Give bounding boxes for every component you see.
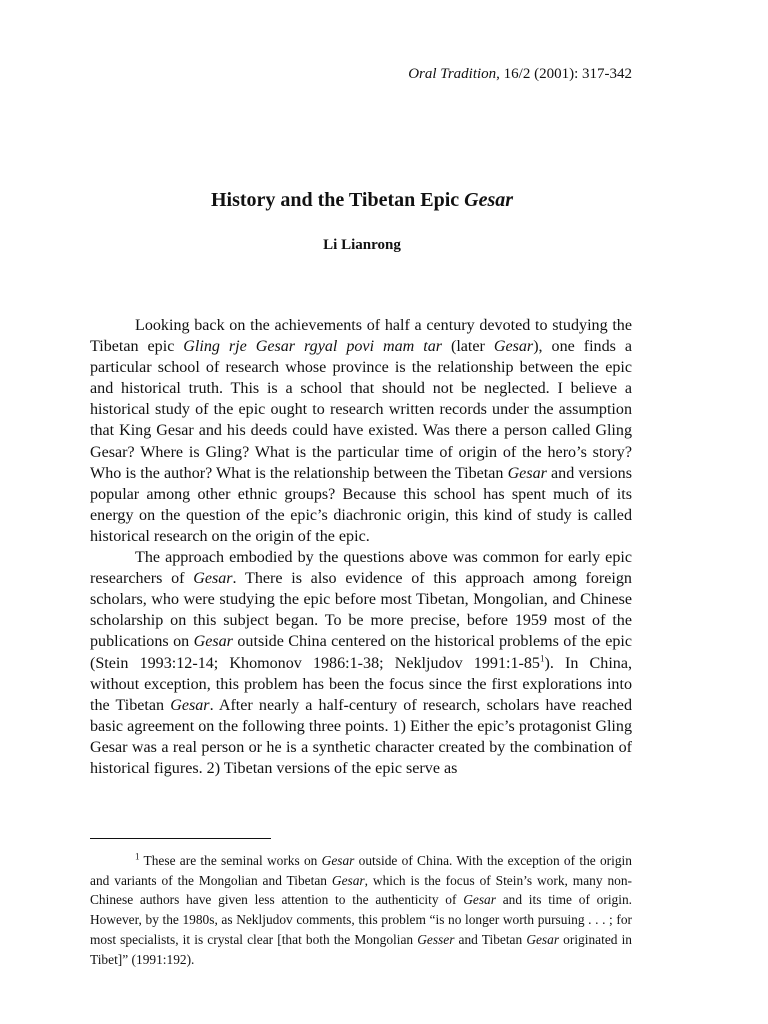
article-title-italic: Gesar [464,189,514,211]
italic-text: Gesar [193,570,233,588]
paragraph [90,547,632,779]
text-segment: . There is also evidence of this approach among foreign scholars, who were studying the epic before most Tibetan, Mongolian, and Chinese scholarship on this subject began. To be more precise, before 1959 most of the publications on [90,570,632,651]
italic-text: Gesser [417,931,455,947]
italic-text: Gesar [507,464,547,482]
italic-text: Gling rje Gesar rgyal povi mam tar [183,338,443,356]
paragraph [90,315,632,547]
footnote-marker: 1 [539,653,545,664]
text-segment: originated in Tibet]” (1991:192). [90,931,632,967]
italic-text: Gesar [170,696,210,714]
text-segment: , which is the focus of Stein’s work, many non-Chinese authors have given less attention to the authenticity of [90,872,632,908]
text-segment: and versions popular among other ethnic groups? Because this school has spent much of its energy on the question of the epic’s diachronic origin, this kind of study is called historical research on the origin of the epic. [90,464,632,545]
body-text [90,315,632,779]
text-segment: ), one finds a particular school of research whose province is the relationship between the epic and historical truth. This is a school that should not be neglected. I believe a historical study of the epic ought to research written records under the assumption that King Gesar and his deeds could have existed. Was there a person called Gling Gesar? Where is Gling? What is the particular time of origin of the hero’s story? Who is the author? What is the relationship between the Tibetan [90,338,632,482]
article-author: Li Lianrong [323,237,401,253]
footnote-marker: 1 [135,851,140,862]
text-segment: These are the seminal works on [139,853,322,868]
text-segment: . After nearly a half-century of research, scholars have reached basic agreement on the following three points. 1) Either the epic’s protagonist Gling Gesar was a real person or he is a synthetic character created by the combination of historical figures. 2) Tibetan versions of the epic serve as [90,696,632,777]
article-title-main: History and the Tibetan Epic [210,189,465,211]
footnote [90,851,632,969]
text-segment: The approach embodied by the questions above was common for early epic researchers of [90,549,632,588]
journal-name: Oral Tradition [408,66,497,82]
italic-text: Gesar [526,931,560,947]
footnote-divider [90,838,271,839]
italic-text: Gesar [463,892,496,908]
italic-text: Gesar [331,872,365,888]
journal-citation [408,64,632,84]
italic-text: Gesar [193,633,233,651]
text-segment: ). In China, without exception, this problem has been the focus since the first explorations into the Tibetan [90,654,632,714]
article-title [0,186,724,214]
text-segment: and its time of origin. However, by the 1980s, as Nekljudov comments, this problem “is no longer worth pursuing . . . ; for most specialists, it is crystal clear [that both the Mongolian [90,892,632,947]
text-segment: and Tibetan [454,931,527,947]
italic-text: Gesar [321,853,355,868]
citation-details: , 16/2 (2001): 317-342 [496,66,632,82]
italic-text: Gesar [493,338,534,356]
text-segment: outside China centered on the historical problems of the epic (Stein 1993:12-14; Khomonov 1986:1-38; Nekljudov 1991:1-85 [90,633,632,672]
text-segment: (later [442,338,494,356]
text-segment: Looking back on the achievements of half a century devoted to studying the Tibetan epic [90,317,632,356]
footnote-text [90,851,632,969]
text-segment: outside of China. With the exception of the origin and variants of the Mongolian and Tibetan [90,853,632,888]
